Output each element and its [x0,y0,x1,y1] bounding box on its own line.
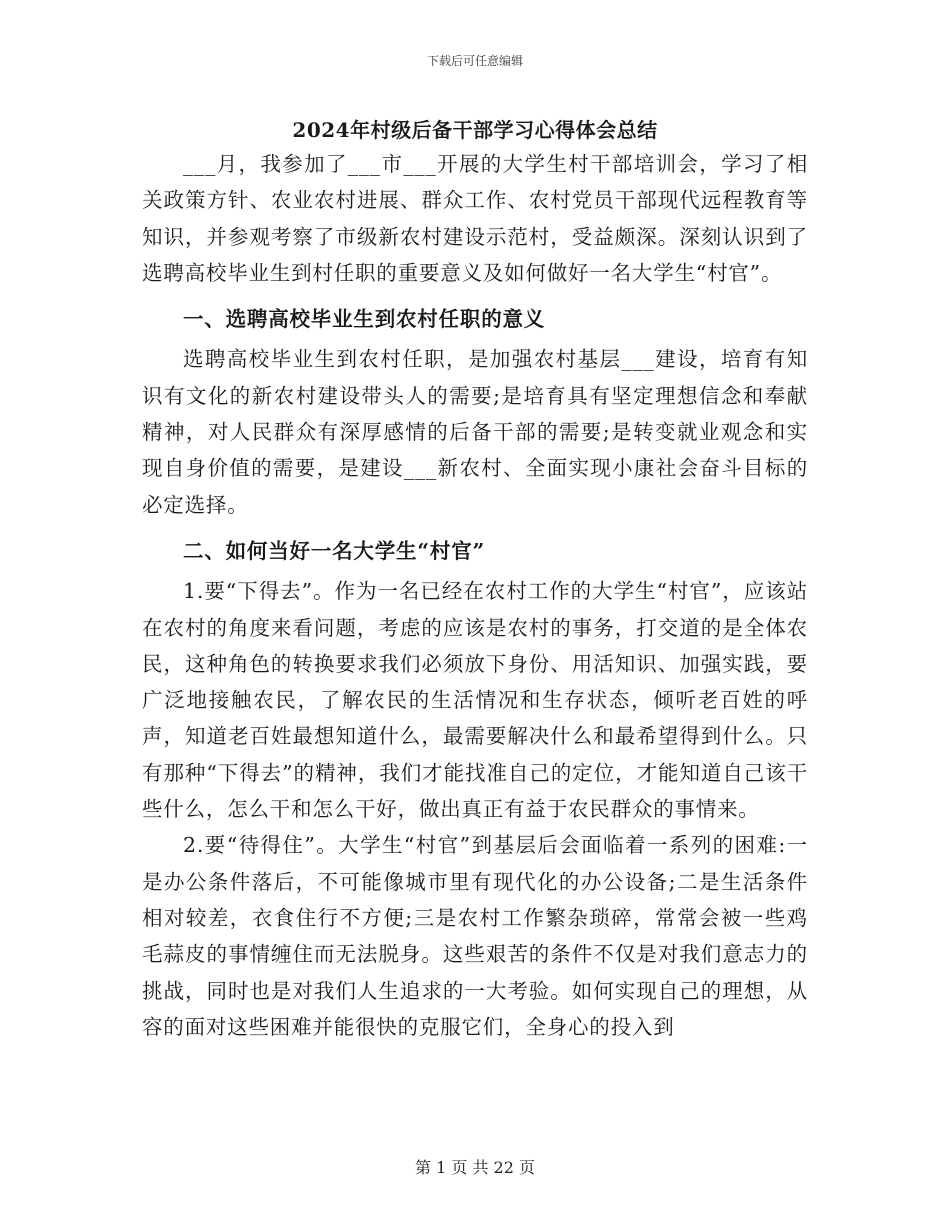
section-heading-1: 一、选聘高校毕业生到农村任职的意义 [183,307,546,332]
document-body [142,146,808,1045]
point-2-paragraph: 2.要“待得住”。大学生“村官”到基层后会面临着一系列的困难:一是办公条件落后，不可能像城市里有现代化的办公设备;二是生活条件相对较差，衣食住行不方便;三是农村工作繁杂琐碎，常常会被一些鸡毛蒜皮的事情缠住而无法脱身。这些艰苦的条件不仅是对我们意志力的挑战，同时也是对我们人生追求的一大考验。如何实现自己的理想，从容的面对这些困难并能很快的克服它们，全身心的投入到 [142,833,808,1039]
intro-paragraph: ___月，我参加了___市___开展的大学生村干部培训会，学习了相关政策方针、农业农村进展、群众工作、农村党员干部现代远程教育等知识，并参观考察了市级新农村建设示范村，受益颇深。深刻认识到了选聘高校毕业生到村任职的重要意义及如何做好一名大学生“村官”。 [142,152,808,285]
header-note: 下载后可任意编辑 [426,54,523,68]
section-heading-2: 二、如何当好一名大学生“村官” [183,538,486,563]
page-footer: 第 1 页 共 22 页 [415,1158,535,1177]
point-1-paragraph: 1.要“下得去”。作为一名已经在农村工作的大学生“村官”，应该站在农村的角度来看问题，考虑的应该是农村的事务，打交道的是全体农民，这种角色的转换要求我们必须放下身份、用活知识、加强实践，要广泛地接触农民，了解农民的生活情况和生存状态，倾听老百姓的呼声，知道老百姓最想知道什么，最需要解决什么和最希望得到什么。只有那种“下得去”的精神，我们才能找准自己的定位，才能知道自己该干些什么，怎么干和怎么干好，做出真正有益于农民群众的事情来。 [142,579,808,822]
document-title: 2024年村级后备干部学习心得体会总结 [292,118,658,142]
section-1-paragraph: 选聘高校毕业生到农村任职，是加强农村基层___建设，培育有知识有文化的新农村建设带头人的需要;是培育具有坚定理想信念和奉献精神，对人民群众有深厚感情的后备干部的需要;是转变就业观念和实现自身价值的需要，是建设___新农村、全面实现小康社会奋斗目标的必定选择。 [142,347,808,517]
